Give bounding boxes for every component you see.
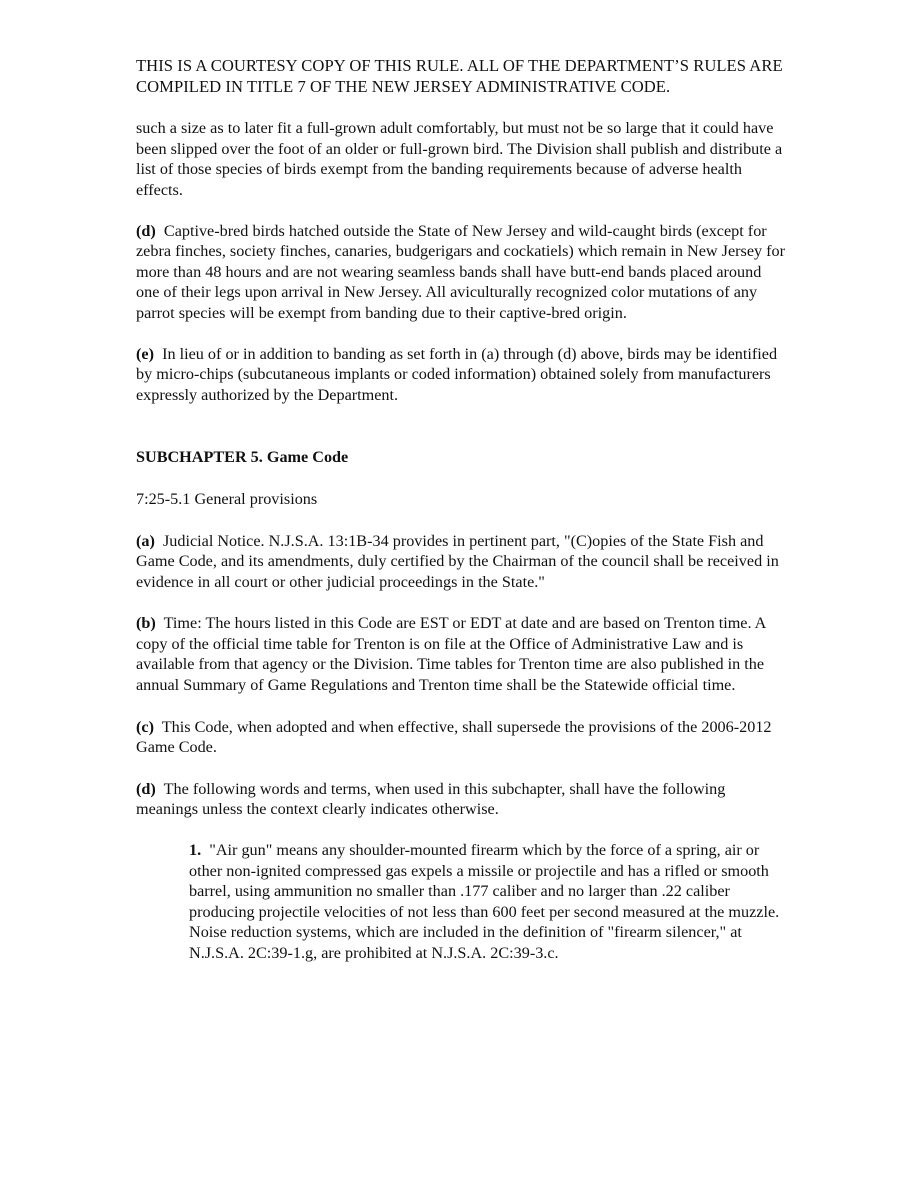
definition-item-air-gun bbox=[189, 840, 787, 964]
section-paragraph-a bbox=[136, 531, 786, 593]
definition-text: "Air gun" means any shoulder-mounted firearm which by the force of a spring, air or other non-ignited compressed gas expels a missile or projectile and has a rifled or smooth barrel, using ammunition no smaller than .177 caliber and no larger than .22 caliber producing projectile velocities of not less than 600 feet per second measured at the muzzle. Noise reduction systems, which are included in the definition of "firearm silencer," at N.J.S.A. 2C:39-1.g, are prohibited at N.J.S.A. 2C:39-3.c. bbox=[189, 841, 780, 962]
document-page bbox=[136, 56, 786, 964]
paragraph-text: Judicial Notice. N.J.S.A. 13:1B-34 provides in pertinent part, "(C)opies of the State Fish and Game Code, and its amendments, duly certified by the Chairman of the council shall be received in evidence in all court or other judicial proceedings in the State." bbox=[136, 531, 779, 591]
paragraph-text: The following words and terms, when used in this subchapter, shall have the following meanings unless the context clearly indicates otherwise. bbox=[136, 779, 726, 819]
paragraph-text: Time: The hours listed in this Code are EST or EDT at date and are based on Trenton time. A copy of the official time table for Trenton is on file at the Office of Administrative Law and is available from that agency or the Division. Time tables for Trenton time are also published in the annual Summary of Game Regulations and Trenton time shall be the Statewide official time. bbox=[136, 614, 766, 695]
subchapter-heading: SUBCHAPTER 5. Game Code bbox=[136, 448, 349, 467]
continuation-paragraph: such a size as to later fit a full-grown adult comfortably, but must not be so large that it could have been slipped over the foot of an older or full-grown bird. The Division shall publish and distribute a list of those species of birds exempt from the banding requirements because of adverse health effects. bbox=[136, 119, 783, 199]
section-paragraph-b bbox=[136, 613, 786, 695]
paragraph-label: (d) bbox=[136, 779, 156, 798]
banding-paragraph-e bbox=[136, 344, 786, 406]
paragraph-label: (e) bbox=[136, 344, 154, 363]
courtesy-copy-notice: THIS IS A COURTESY COPY OF THIS RULE. ALL OF THE DEPARTMENT’S RULES ARE COMPILED IN TITLE 7 OF THE NEW JERSEY ADMINISTRATIVE CODE. bbox=[136, 56, 783, 96]
paragraph-label: (d) bbox=[136, 221, 156, 240]
section-paragraph-c bbox=[136, 717, 786, 758]
paragraph-label: (c) bbox=[136, 717, 154, 736]
paragraph-text: This Code, when adopted and when effective, shall supersede the provisions of the 2006-2012 Game Code. bbox=[136, 717, 772, 757]
section-paragraph-d bbox=[136, 779, 786, 820]
section-title: 7:25-5.1 General provisions bbox=[136, 489, 318, 508]
paragraph-text: Captive-bred birds hatched outside the State of New Jersey and wild-caught birds (except for zebra finches, society finches, canaries, budgerigars and cockatiels) which remain in New Jersey for more than 48 hours and are not wearing seamless bands shall have butt-end bands placed around one of their legs upon arrival in New Jersey. All aviculturally recognized color mutations of any parrot species will be exempt from banding due to their captive-bred origin. bbox=[136, 221, 786, 322]
paragraph-text: In lieu of or in addition to banding as set forth in (a) through (d) above, birds may be identified by micro-chips (subcutaneous implants or coded information) obtained solely from manufacturers expressly authorized by the Department. bbox=[136, 344, 778, 404]
definition-number: 1. bbox=[189, 841, 202, 860]
paragraph-label: (a) bbox=[136, 531, 155, 550]
banding-paragraph-d bbox=[136, 221, 786, 324]
paragraph-label: (b) bbox=[136, 614, 156, 633]
